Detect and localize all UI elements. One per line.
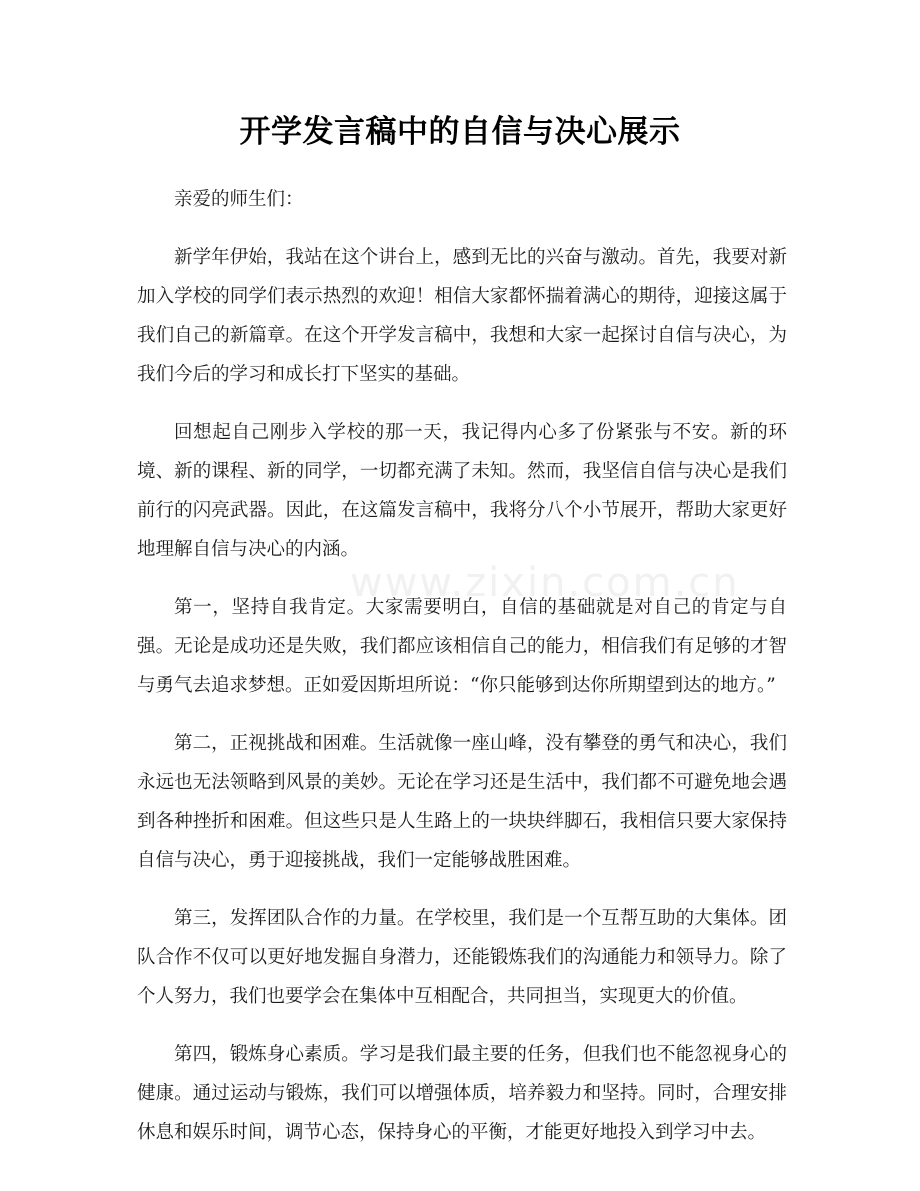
point-two-paragraph: 第二，正视挑战和困难。生活就像一座山峰，没有攀登的勇气和决心，我们永远也无法领略到风景的美妙。无论在学习还是生活中，我们都不可避免地会遇到各种挫折和困难。但这些只是人生路上的一块块绊脚石，我相信只要大家保持自信与决心，勇于迎接挑战，我们一定能够战胜困难。 [137,733,787,871]
point-one-paragraph: 第一，坚持自我肯定。大家需要明白，自信的基础就是对自己的肯定与自强。无论是成功还是失败，我们都应该相信自己的能力，相信我们有足够的才智与勇气去追求梦想。正如爱因斯坦所说：“你只能够到达你所期望到达的地方。” [137,597,787,696]
intro-paragraph: 新学年伊始，我站在这个讲台上，感到无比的兴奋与激动。首先，我要对新加入学校的同学们表示热烈的欢迎！相信大家都怀揣着满心的期待，迎接这属于我们自己的新篇章。在这个开学发言稿中，我想和大家一起探讨自信与决心，为我们今后的学习和成长打下坚实的基础。 [137,247,787,385]
recollection-paragraph: 回想起自己刚步入学校的那一天，我记得内心多了份紧张与不安。新的环境、新的课程、新的同学，一切都充满了未知。然而，我坚信自信与决心是我们前行的闪亮武器。因此，在这篇发言稿中，我将分八个小节展开，帮助大家更好地理解自信与决心的内涵。 [137,422,787,560]
point-three-paragraph: 第三，发挥团队合作的力量。在学校里，我们是一个互帮互助的大集体。团队合作不仅可以更好地发掘自身潜力，还能锻炼我们的沟通能力和领导力。除了个人努力，我们也要学会在集体中互相配合，共同担当，实现更大的价值。 [137,908,787,1007]
salutation-paragraph: 亲爱的师生们： [174,189,304,210]
point-four-paragraph: 第四，锻炼身心素质。学习是我们最主要的任务，但我们也不能忽视身心的健康。通过运动与锻炼，我们可以增强体质，培养毅力和坚持。同时，合理安排休息和娱乐时间，调节心态，保持身心的平衡，才能更好地投入到学习中去。 [137,1044,787,1143]
watermark: www.zixin.com.cn [350,560,740,606]
document-body [137,180,787,1171]
document-title: 开学发言稿中的自信与决心展示 [239,114,681,150]
